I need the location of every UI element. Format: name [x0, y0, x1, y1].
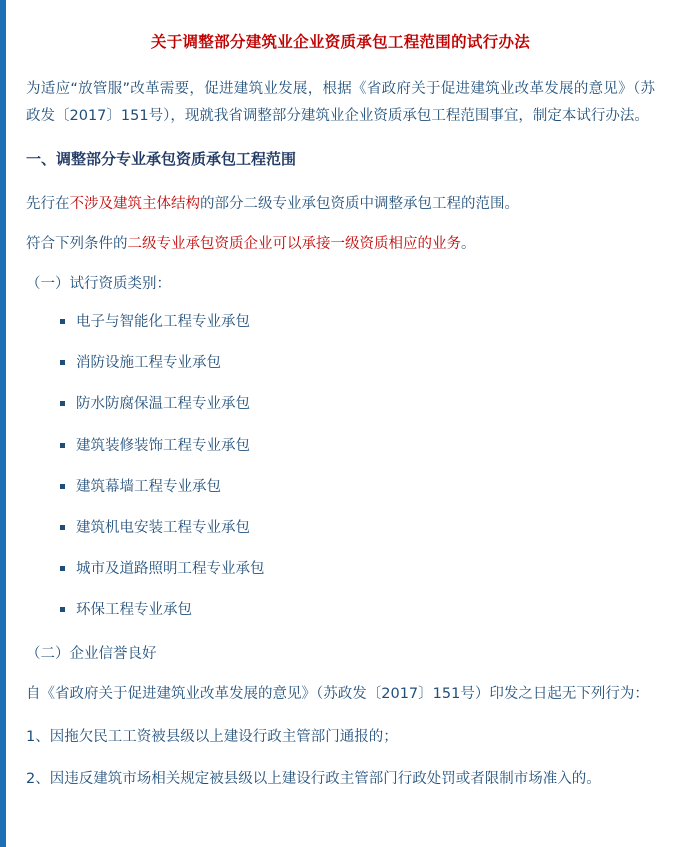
intro-paragraph: 为适应“放管服”改革需要，促进建筑业发展，根据《省政府关于促进建筑业改革发展的意见》（苏政发〔2017〕151号），现就我省调整部分建筑业企业资质承包工程范围事宜，制定本试行办法。 — [26, 80, 655, 124]
list-item: 防水防腐保温工程专业承包 — [60, 393, 655, 416]
subsection-2-paragraph: 自《省政府关于促进建筑业改革发展的意见》（苏政发〔2017〕151号）印发之日起无下列行为： — [26, 685, 649, 702]
paragraph-1-highlight: 不涉及建筑主体结构 — [69, 195, 200, 212]
paragraph-2-suffix: 。 — [461, 235, 476, 252]
list-item: 电子与智能化工程专业承包 — [60, 311, 655, 334]
paragraph-2-prefix: 符合下列条件的 — [26, 235, 128, 252]
list-item: 城市及道路照明工程专业承包 — [60, 558, 655, 581]
paragraph-2-highlight: 二级专业承包资质企业可以承接一级资质相应的业务 — [127, 235, 461, 252]
subsection-1-heading: （一）试行资质类别： — [26, 276, 171, 292]
list-item: 建筑装修装饰工程专业承包 — [60, 435, 655, 458]
paragraph-1-prefix: 先行在 — [26, 195, 70, 212]
qualification-list — [26, 311, 655, 623]
list-item: 建筑机电安装工程专业承包 — [60, 517, 655, 540]
section-heading-1: 一、调整部分专业承包资质承包工程范围 — [26, 150, 297, 169]
section-1-paragraph-2 — [26, 231, 655, 257]
numbered-item-1: 1、因拖欠民工工资被县级以上建设行政主管部门通报的； — [26, 728, 398, 745]
list-item: 建筑幕墙工程专业承包 — [60, 476, 655, 499]
list-item: 消防设施工程专业承包 — [60, 352, 655, 375]
section-1-paragraph-1 — [26, 191, 655, 217]
numbered-item-2: 2、因违反建筑市场相关规定被县级以上建设行政主管部门行政处罚或者限制市场准入的。 — [26, 771, 601, 788]
subsection-2-heading: （二）企业信誉良好 — [26, 645, 157, 662]
left-accent-bar — [0, 0, 6, 847]
paragraph-1-suffix: 的部分二级专业承包资质中调整承包工程的范围。 — [200, 195, 519, 212]
page-title: 关于调整部分建筑业企业资质承包工程范围的试行办法 — [150, 33, 531, 51]
list-item: 环保工程专业承包 — [60, 599, 655, 622]
